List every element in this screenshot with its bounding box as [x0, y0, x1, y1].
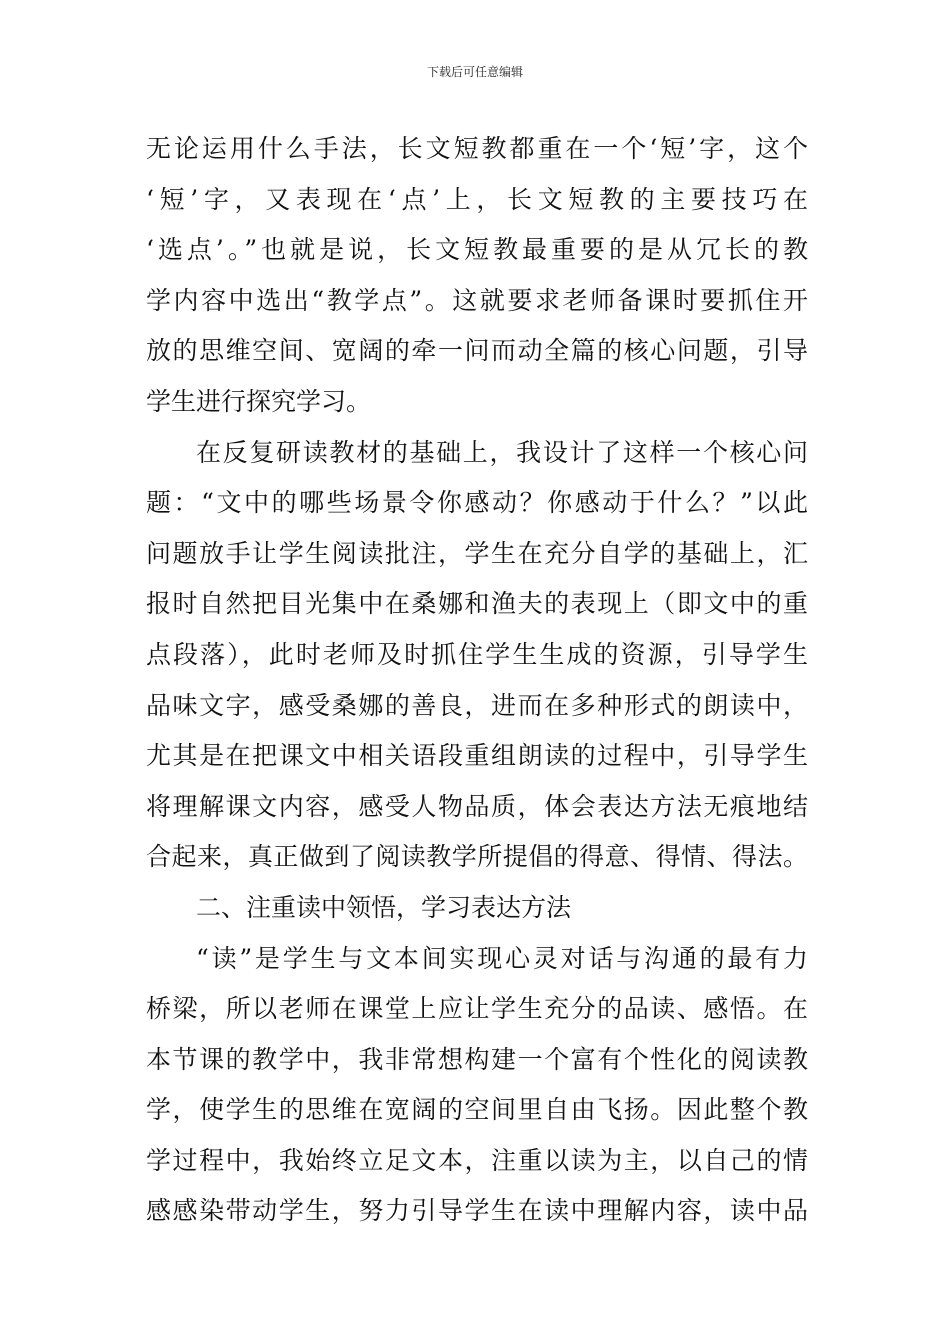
text-line: 桥梁，所以老师在课堂上应让学生充分的品读、感悟。在 — [146, 994, 808, 1024]
text-line: 问题放手让学生阅读批注，学生在充分自学的基础上，汇 — [146, 538, 808, 568]
text-line: 二、注重读中领悟，学习表达方法 — [196, 892, 572, 922]
text-line: ‘短’字，又表现在‘点’上，长文短教的主要技巧在 — [146, 184, 808, 214]
text-line: 品味文字，感受桑娜的善良，进而在多种形式的朗读中， — [146, 690, 808, 720]
text-line: 点段落），此时老师及时抓住学生生成的资源，引导学生 — [146, 639, 808, 669]
text-line: 将理解课文内容，感受人物品质，体会表达方法无痕地结 — [146, 791, 808, 821]
text-line: 尤其是在把课文中相关语段重组朗读的过程中，引导学生 — [146, 741, 808, 771]
document-body — [146, 124, 808, 1237]
text-line: 学，使学生的思维在宽阔的空间里自由飞扬。因此整个教 — [146, 1095, 808, 1125]
text-line: 报时自然把目光集中在桑娜和渔夫的表现上（即文中的重 — [146, 589, 808, 619]
text-line: 学过程中，我始终立足文本，注重以读为主，以自己的情 — [146, 1145, 808, 1175]
text-line: 感感染带动学生，努力引导学生在读中理解内容，读中品 — [146, 1196, 808, 1226]
text-line: 学生进行探究学习。 — [146, 386, 372, 416]
text-line: 在反复研读教材的基础上，我设计了这样一个核心问 — [196, 437, 808, 467]
text-line: 放的思维空间、宽阔的牵一问而动全篇的核心问题，引导 — [146, 336, 808, 366]
text-line: 无论运用什么手法，长文短教都重在一个‘短’字，这个 — [146, 134, 808, 163]
text-line: 学内容中选出“教学点”。这就要求老师备课时要抓住开 — [146, 285, 808, 315]
text-line: ‘选点’。”也就是说，长文短教最重要的是从冗长的教 — [146, 235, 808, 265]
text-line: 本节课的教学中，我非常想构建一个富有个性化的阅读教 — [146, 1044, 808, 1074]
page-header: 下载后可任意编辑 — [426, 65, 523, 79]
text-line: 题：“文中的哪些场景令你感动？你感动于什么？”以此 — [146, 488, 808, 518]
text-line: “读”是学生与文本间实现心灵对话与沟通的最有力 — [196, 943, 808, 973]
text-line: 合起来，真正做到了阅读教学所提倡的得意、得情、得法。 — [146, 842, 808, 872]
